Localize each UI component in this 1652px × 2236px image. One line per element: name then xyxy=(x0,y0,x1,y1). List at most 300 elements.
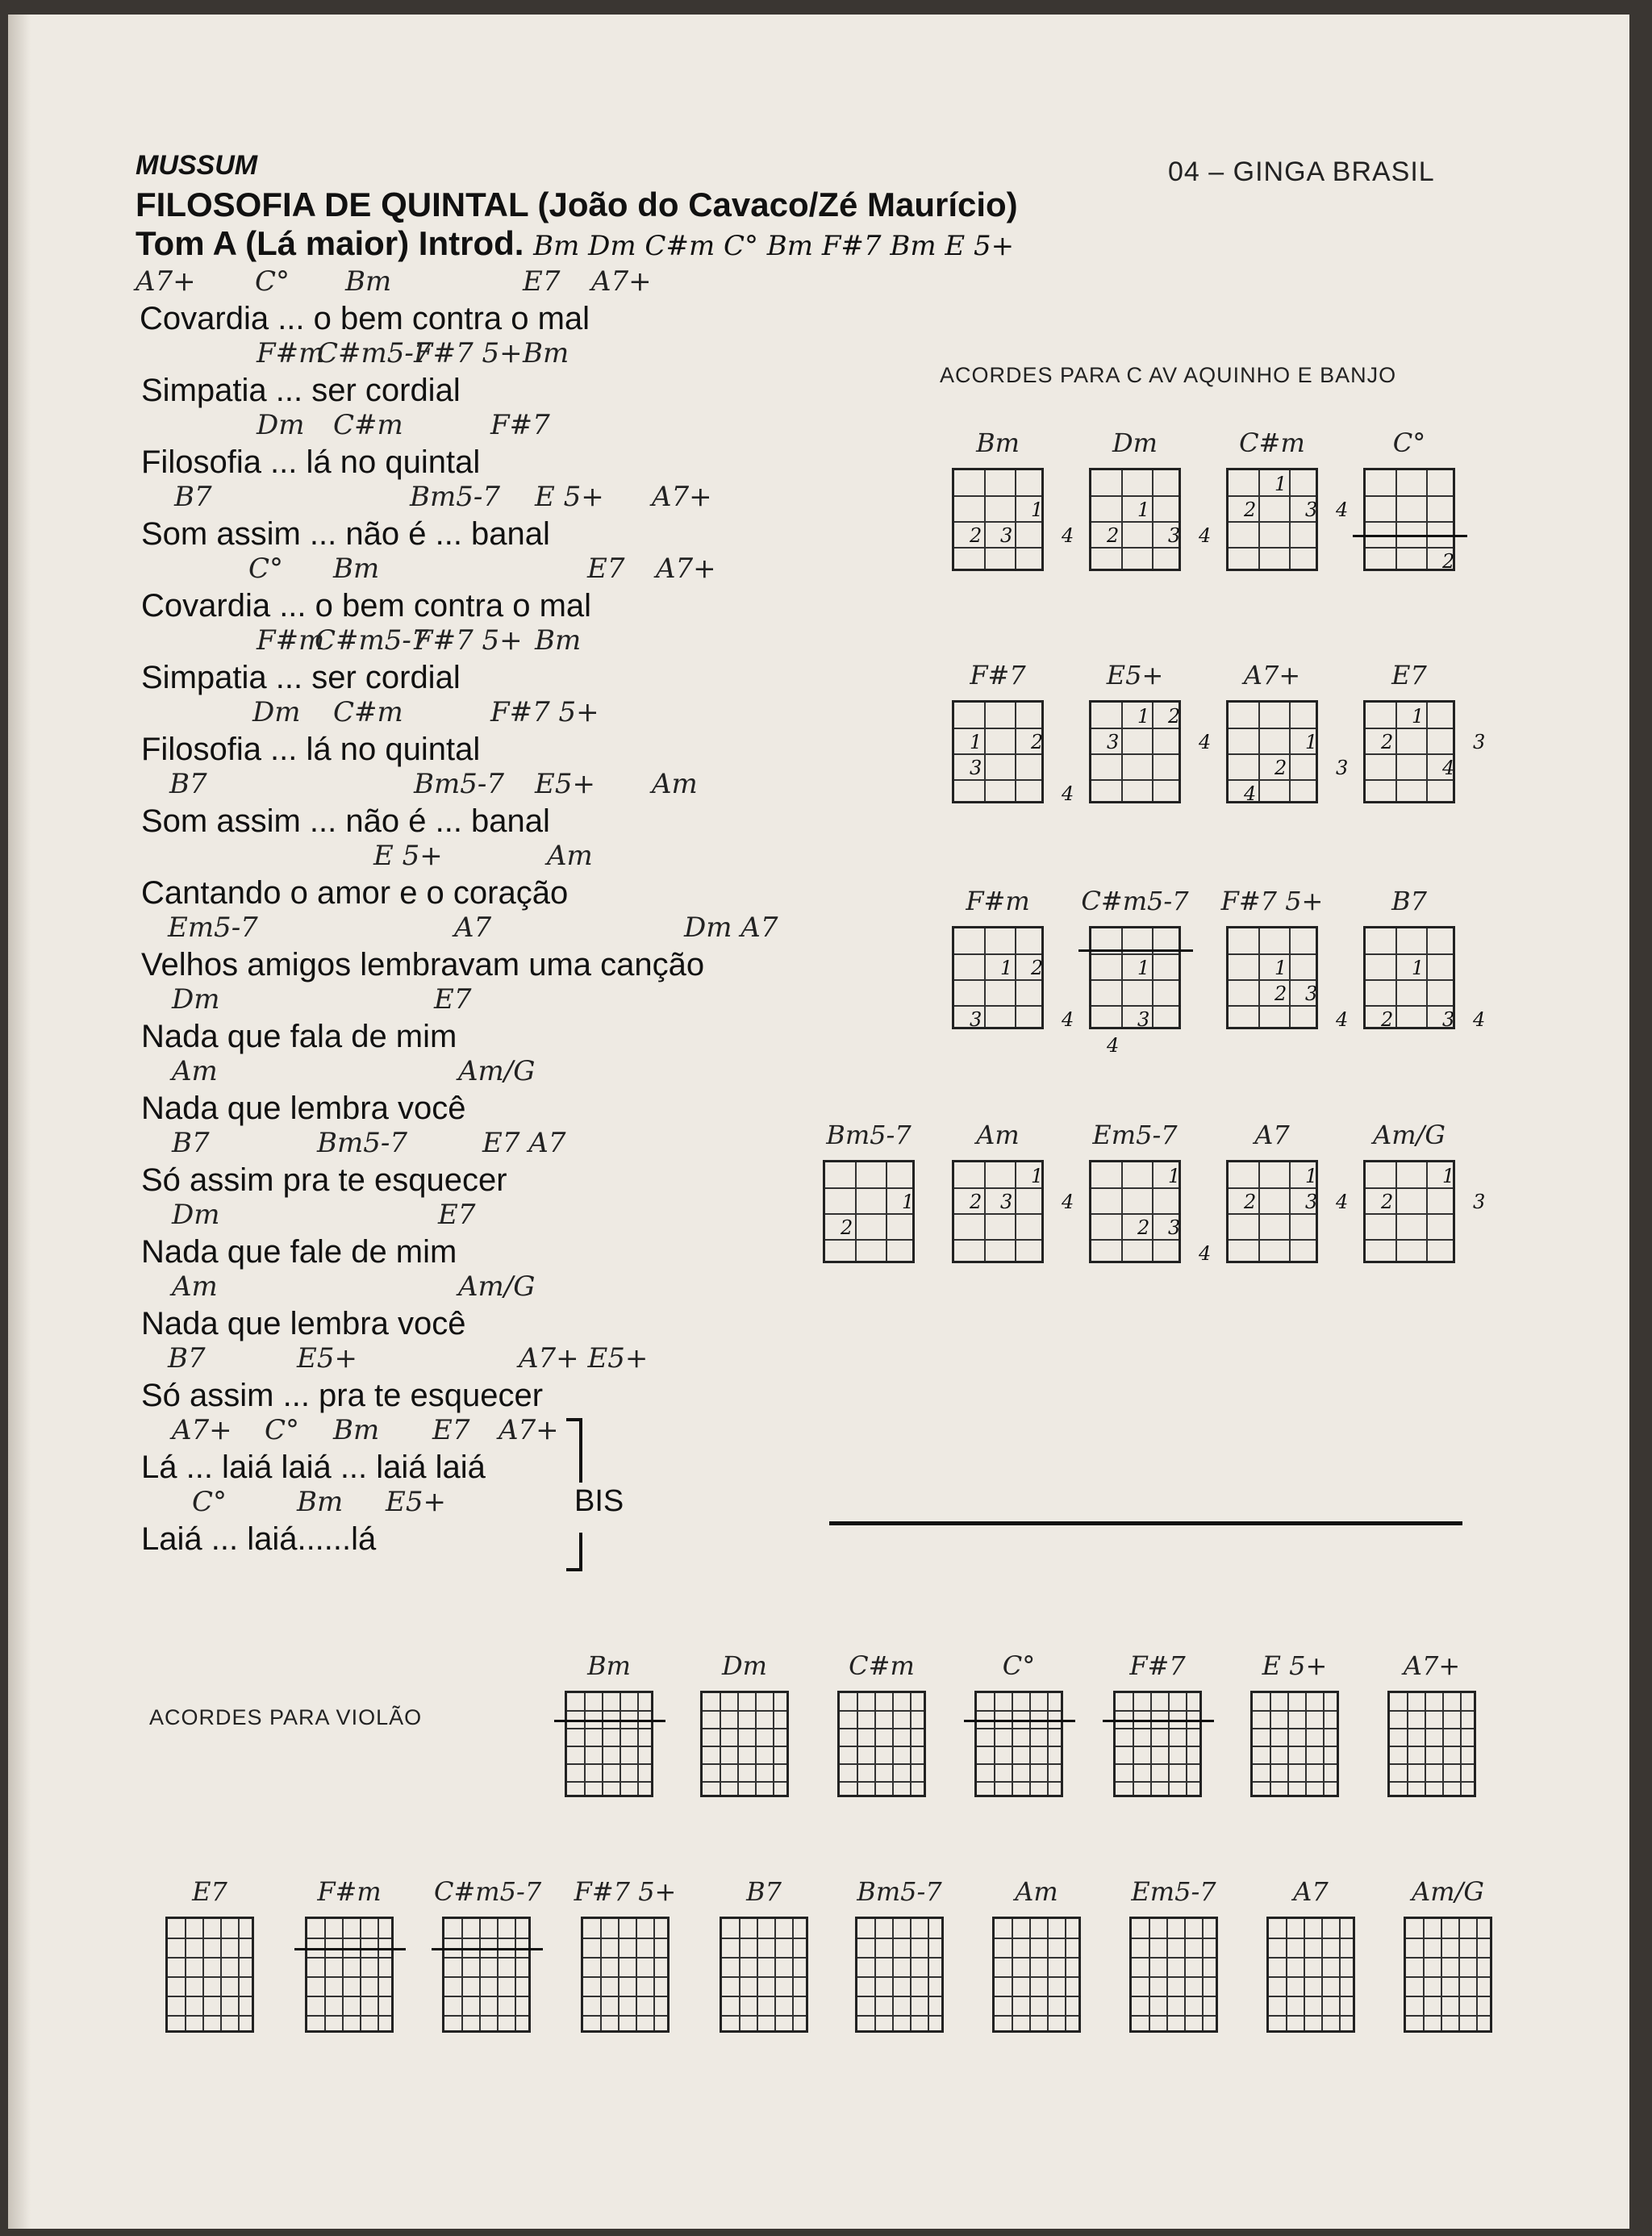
finger-number: 3 xyxy=(970,757,982,780)
chord-symbol: A7+ xyxy=(172,1414,232,1446)
chord-symbol: Am xyxy=(172,1055,218,1087)
chord-diagram xyxy=(1355,660,1486,811)
chord-diagram xyxy=(1105,1650,1210,1805)
finger-number: 4 xyxy=(1244,782,1257,806)
string-line xyxy=(1339,1919,1341,2030)
fret-line xyxy=(1406,1957,1490,1959)
fret-line xyxy=(307,1996,391,1997)
chord-diagram xyxy=(944,428,1074,579)
fret-line xyxy=(722,1957,806,1959)
chord-diagram xyxy=(557,1650,661,1805)
finger-number: 1 xyxy=(1412,705,1425,728)
fret-line xyxy=(1366,1005,1453,1007)
finger-number: 1 xyxy=(1137,499,1150,522)
chord-diagram-name: A7 xyxy=(1293,1876,1329,1907)
string-line xyxy=(1395,1162,1397,1261)
finger-number: 4 xyxy=(1336,499,1349,522)
finger-number: 1 xyxy=(1305,1165,1318,1188)
string-line xyxy=(910,1919,912,2030)
fret-line xyxy=(1406,1976,1490,1978)
fret-line xyxy=(857,1996,941,1997)
fret-line xyxy=(583,2015,667,2017)
finger-number: 1 xyxy=(1137,705,1150,728)
fret-line xyxy=(1091,521,1179,523)
chord-symbol: C#m5-7 xyxy=(317,337,432,369)
chord-diagram-name: Bm5-7 xyxy=(857,1876,942,1907)
fret-line xyxy=(1116,1746,1199,1747)
string-line xyxy=(1133,1693,1134,1795)
string-line xyxy=(461,1919,463,2030)
fret-line xyxy=(722,2015,806,2017)
chord-symbol: A7 xyxy=(454,912,492,944)
finger-number: 1 xyxy=(1274,473,1287,496)
chord-diagram-name: Am/G xyxy=(1373,1120,1446,1150)
fret-line xyxy=(583,1938,667,1939)
fret-line xyxy=(1132,1938,1216,1939)
string-line xyxy=(984,1162,986,1261)
fretboard-grid xyxy=(1089,468,1212,571)
chord-symbol: A7+ xyxy=(652,481,712,513)
fret-line xyxy=(1390,1746,1474,1747)
fret-line xyxy=(857,2015,941,2017)
finger-number: 3 xyxy=(1168,1216,1181,1240)
string-line xyxy=(1289,928,1291,1027)
fretboard-grid xyxy=(1250,1691,1339,1797)
fret-line xyxy=(168,1976,252,1978)
finger-number: 2 xyxy=(1381,1191,1394,1214)
fret-line xyxy=(444,1996,528,1997)
fretboard-grid xyxy=(442,1917,531,2033)
string-line xyxy=(1121,1162,1123,1261)
chord-symbol: F#m xyxy=(257,624,325,657)
chord-diagram-name: E 5+ xyxy=(1262,1650,1328,1681)
barre-line xyxy=(1353,535,1467,537)
fret-line xyxy=(825,1239,912,1241)
fret-line xyxy=(1091,1187,1179,1189)
fret-line xyxy=(1132,1976,1216,1978)
string-line xyxy=(1202,1919,1204,2030)
chord-diagram xyxy=(944,660,1074,811)
chord-diagram xyxy=(1355,886,1486,1037)
chord-symbol: E7 xyxy=(434,983,472,1016)
fret-line xyxy=(1269,1938,1353,1939)
fret-line xyxy=(567,1781,651,1783)
finger-number: 4 xyxy=(1442,757,1455,780)
chord-symbol: Bm xyxy=(345,265,392,298)
page-header: 04 – GINGA BRASIL xyxy=(1168,156,1435,187)
fret-line xyxy=(857,1976,941,1978)
finger-number: 1 xyxy=(1031,1165,1044,1188)
chord-diagram-name: F#m xyxy=(317,1876,382,1907)
fretboard-grid xyxy=(1089,1160,1212,1266)
string-line xyxy=(1426,1162,1428,1261)
fret-line xyxy=(583,1976,667,1978)
chord-symbol: Bm xyxy=(523,337,569,369)
chord-diagram xyxy=(1379,1650,1484,1805)
fret-line xyxy=(583,1957,667,1959)
fret-line xyxy=(1229,495,1316,497)
fretboard-grid xyxy=(1387,1691,1476,1797)
chord-symbol: C° xyxy=(255,265,290,298)
string-line xyxy=(1476,1919,1478,2030)
chord-diagram-name: Bm xyxy=(976,428,1020,458)
string-line xyxy=(1289,703,1291,801)
chord-symbol: E 5+ xyxy=(373,840,443,872)
chord-symbol: E7 A7 xyxy=(482,1127,566,1159)
string-line xyxy=(774,1919,776,2030)
string-line xyxy=(1121,470,1123,569)
chord-diagram-name: A7+ xyxy=(1243,660,1301,690)
fret-line xyxy=(722,1996,806,1997)
finger-number: 4 xyxy=(1062,1008,1074,1032)
fret-line xyxy=(1390,1728,1474,1729)
finger-number: 4 xyxy=(1062,782,1074,806)
chord-diagram-name: B7 xyxy=(1391,886,1427,916)
fret-line xyxy=(1253,1746,1337,1747)
barre-line xyxy=(1078,949,1193,952)
chord-diagram-name: Em5-7 xyxy=(1092,1120,1178,1150)
string-line xyxy=(773,1693,774,1795)
finger-number: 1 xyxy=(1000,957,1013,980)
fret-line xyxy=(1366,547,1453,549)
chord-symbol: E5+ xyxy=(297,1342,357,1375)
chord-diagram xyxy=(1081,660,1212,811)
song-title: FILOSOFIA DE QUINTAL (João do Cavaco/Zé Maurício) xyxy=(136,186,1018,223)
fretboard-grid xyxy=(1226,926,1349,1032)
finger-number: 2 xyxy=(1442,550,1455,574)
fret-line xyxy=(995,1957,1078,1959)
chord-symbol: Bm5-7 xyxy=(410,481,500,513)
string-line xyxy=(1168,1693,1170,1795)
chord-diagram xyxy=(847,1876,952,2041)
fret-line xyxy=(168,1957,252,1959)
fret-line xyxy=(703,1746,786,1747)
fret-line xyxy=(307,1976,391,1978)
fret-line xyxy=(954,547,1041,549)
string-line xyxy=(378,1919,379,2030)
fret-line xyxy=(840,1728,924,1729)
fret-line xyxy=(1366,1239,1453,1241)
chord-diagram xyxy=(1218,428,1349,579)
fret-line xyxy=(1253,1728,1337,1729)
finger-number: 2 xyxy=(970,1191,982,1214)
string-line xyxy=(1015,470,1016,569)
chord-diagram xyxy=(984,1876,1089,2041)
fret-line xyxy=(825,1187,912,1189)
fret-line xyxy=(444,2015,528,2017)
string-line xyxy=(1184,1919,1186,2030)
chord-diagram xyxy=(297,1876,402,2041)
fret-line xyxy=(857,1957,941,1959)
fret-line xyxy=(857,1938,941,1939)
lyric-line: Nada que lembra você xyxy=(141,1306,466,1341)
string-line xyxy=(1425,1693,1426,1795)
string-line xyxy=(1015,1162,1016,1261)
chord-diagram-name: Bm5-7 xyxy=(826,1120,912,1150)
string-line xyxy=(928,1919,929,2030)
fret-line xyxy=(1366,953,1453,955)
fretboard-grid xyxy=(952,926,1074,1032)
fretboard-grid xyxy=(974,1691,1063,1797)
fretboard-grid xyxy=(1129,1917,1218,2033)
chord-symbol: Dm A7 xyxy=(684,912,778,944)
finger-number: 3 xyxy=(1000,524,1013,548)
fret-line xyxy=(1406,1996,1490,1997)
chord-symbol: E5+ xyxy=(386,1486,446,1518)
finger-number: 4 xyxy=(1199,731,1212,754)
fret-line xyxy=(703,1781,786,1783)
finger-number: 2 xyxy=(1137,1216,1150,1240)
fret-line xyxy=(1229,547,1316,549)
chord-symbol: C#m xyxy=(333,696,403,728)
chord-symbol: E 5+ xyxy=(535,481,604,513)
fret-line xyxy=(1253,1710,1337,1712)
fret-line xyxy=(1091,779,1179,781)
chord-symbol: A7+ E5+ xyxy=(519,1342,649,1375)
chord-symbol: A7+ xyxy=(656,553,716,585)
fretboard-grid xyxy=(1226,700,1349,806)
fret-line xyxy=(840,1781,924,1783)
lyric-line: Covardia ... o bem contra o mal xyxy=(140,301,590,336)
string-line xyxy=(892,1919,894,2030)
chord-diagram-name: C#m5-7 xyxy=(434,1876,542,1907)
chord-diagram xyxy=(944,886,1074,1037)
chord-symbol: E7 xyxy=(438,1199,476,1231)
string-line xyxy=(1460,1693,1462,1795)
fret-line xyxy=(1366,728,1453,729)
finger-number: 4 xyxy=(1199,524,1212,548)
chord-diagram xyxy=(1355,428,1463,579)
fretboard-grid xyxy=(1404,1917,1492,2033)
lyric-line: Lá ... laiá laiá ... laiá laiá xyxy=(141,1450,486,1485)
fret-line xyxy=(977,1710,1061,1712)
string-line xyxy=(1407,1693,1408,1795)
string-line xyxy=(984,470,986,569)
lyric-line: Simpatia ... ser cordial xyxy=(141,373,461,408)
fretboard-grid xyxy=(1089,926,1181,1058)
fret-line xyxy=(1253,1763,1337,1765)
string-line xyxy=(1323,1693,1325,1795)
violao-section-title: ACORDES PARA VIOLÃO xyxy=(149,1705,423,1729)
chord-diagram-name: C° xyxy=(1002,1650,1036,1681)
fret-line xyxy=(954,495,1041,497)
chord-symbol: Dm xyxy=(257,409,305,441)
key-line xyxy=(136,224,1014,263)
finger-number: 2 xyxy=(841,1216,853,1240)
chord-diagram xyxy=(1242,1650,1347,1805)
chord-diagram-name: F#7 xyxy=(970,660,1026,690)
string-line xyxy=(855,1162,857,1261)
barre-line xyxy=(432,1948,543,1950)
finger-number: 2 xyxy=(970,524,982,548)
bis-bracket-lower xyxy=(579,1533,582,1571)
string-line xyxy=(584,1693,586,1795)
fret-line xyxy=(1116,1728,1199,1729)
string-line xyxy=(792,1919,794,2030)
string-line xyxy=(1287,1693,1289,1795)
string-line xyxy=(618,1919,620,2030)
chord-symbol: C° xyxy=(265,1414,300,1446)
string-line xyxy=(1258,470,1260,569)
fret-line xyxy=(1366,495,1453,497)
fret-line xyxy=(1269,1996,1353,1997)
chord-diagram xyxy=(1081,886,1189,1058)
fret-line xyxy=(722,1976,806,1978)
finger-number: 1 xyxy=(1442,1165,1455,1188)
bis-bracket-bottom xyxy=(566,1568,581,1571)
fret-line xyxy=(1091,1005,1179,1007)
bis-bracket xyxy=(579,1418,582,1483)
fret-line xyxy=(1366,753,1453,755)
chord-symbol: B7 xyxy=(168,1342,206,1375)
string-line xyxy=(984,703,986,801)
string-line xyxy=(1305,1693,1307,1795)
string-line xyxy=(653,1919,655,2030)
string-line xyxy=(342,1919,344,2030)
finger-number: 2 xyxy=(1381,731,1394,754)
fret-line xyxy=(1091,753,1179,755)
author-name: MUSSUM xyxy=(136,150,258,181)
fret-line xyxy=(1116,1781,1199,1783)
lyric-line: Laiá ... laiá......lá xyxy=(141,1521,377,1557)
fret-line xyxy=(1406,2015,1490,2017)
chord-symbol: Bm xyxy=(297,1486,344,1518)
chord-diagram xyxy=(1081,428,1212,579)
chord-diagram-name: Em5-7 xyxy=(1131,1876,1216,1907)
finger-number: 3 xyxy=(1137,1008,1150,1032)
barre-line xyxy=(294,1948,406,1950)
bis-label: BIS xyxy=(574,1484,624,1518)
fret-line xyxy=(1091,1239,1179,1241)
cavaquinho-section-title: ACORDES PARA C AV AQUINHO E BANJO xyxy=(940,363,1397,387)
finger-number: 4 xyxy=(1473,1008,1486,1032)
fretboard-grid xyxy=(952,1160,1074,1263)
fret-line xyxy=(703,1763,786,1765)
fret-line xyxy=(1366,1213,1453,1215)
fret-line xyxy=(1132,1957,1216,1959)
finger-number: 3 xyxy=(1168,524,1181,548)
fret-line xyxy=(954,1187,1041,1189)
string-line xyxy=(637,1693,639,1795)
lyric-line: Cantando o amor e o coração xyxy=(141,875,569,911)
fret-line xyxy=(1091,495,1179,497)
chord-diagram xyxy=(434,1876,542,2041)
fret-line xyxy=(567,1728,651,1729)
string-line xyxy=(1152,1162,1153,1261)
string-line xyxy=(1029,1919,1031,2030)
fret-line xyxy=(840,1710,924,1712)
fretboard-grid xyxy=(1363,1160,1486,1263)
chord-diagram-name: C#m5-7 xyxy=(1081,886,1189,916)
string-line xyxy=(874,1693,876,1795)
string-line xyxy=(1186,1693,1187,1795)
chord-symbol: A7+ xyxy=(499,1414,559,1446)
finger-number: 1 xyxy=(1031,499,1044,522)
string-line xyxy=(1047,1919,1049,2030)
finger-number: 3 xyxy=(1336,757,1349,780)
finger-number: 3 xyxy=(1473,731,1486,754)
fret-line xyxy=(168,1938,252,1939)
chord-diagram-name: E5+ xyxy=(1106,660,1164,690)
string-line xyxy=(1121,928,1123,1027)
string-line xyxy=(1442,1693,1444,1795)
fret-line xyxy=(1269,1957,1353,1959)
fret-line xyxy=(954,779,1041,781)
string-line xyxy=(1258,1162,1260,1261)
fret-line xyxy=(954,1239,1041,1241)
finger-number: 4 xyxy=(1062,524,1074,548)
fret-line xyxy=(995,1976,1078,1978)
fret-line xyxy=(1366,521,1453,523)
chord-symbol: F#7 5+ xyxy=(490,696,599,728)
fret-line xyxy=(444,1938,528,1939)
fret-line xyxy=(1132,2015,1216,2017)
string-line xyxy=(1304,1919,1305,2030)
fret-line xyxy=(1366,779,1453,781)
chord-diagram-name: B7 xyxy=(746,1876,782,1907)
string-line xyxy=(857,1693,858,1795)
finger-number: 2 xyxy=(1107,524,1120,548)
lyric-line: Filosofia ... lá no quintal xyxy=(141,732,481,767)
string-line xyxy=(1426,470,1428,569)
key-label: Tom A (Lá maior) Introd. xyxy=(136,224,524,262)
fret-line xyxy=(1091,1213,1179,1215)
finger-number: 4 xyxy=(1336,1191,1349,1214)
string-line xyxy=(1258,928,1260,1027)
fret-line xyxy=(1229,1005,1316,1007)
fret-line xyxy=(1116,1763,1199,1765)
chord-symbol: Am xyxy=(172,1270,218,1303)
chord-symbol: Am/G xyxy=(458,1270,536,1303)
chord-symbol: F#7 5+ xyxy=(414,624,523,657)
fretboard-grid xyxy=(565,1691,653,1797)
fretboard-grid xyxy=(305,1917,394,2033)
chord-diagram-name: E7 xyxy=(192,1876,227,1907)
chord-diagram-name: Am xyxy=(1015,1876,1058,1907)
fretboard-grid xyxy=(1113,1691,1202,1797)
finger-number: 3 xyxy=(1305,982,1318,1006)
string-line xyxy=(1047,1693,1049,1795)
finger-number: 1 xyxy=(1274,957,1287,980)
lyric-line: Filosofia ... lá no quintal xyxy=(141,444,481,480)
string-line xyxy=(874,1919,876,2030)
fret-line xyxy=(1366,1187,1453,1189)
fretboard-grid xyxy=(581,1917,670,2033)
string-line xyxy=(1015,928,1016,1027)
string-line xyxy=(220,1919,222,2030)
string-line xyxy=(1395,928,1397,1027)
fret-line xyxy=(1269,1976,1353,1978)
fret-line xyxy=(977,1746,1061,1747)
finger-number: 3 xyxy=(1473,1191,1486,1214)
string-line xyxy=(1152,470,1153,569)
chord-symbol: C#m5-7 xyxy=(315,624,429,657)
fret-line xyxy=(168,2015,252,2017)
finger-number: 1 xyxy=(970,731,982,754)
finger-number: 1 xyxy=(1137,957,1150,980)
intro-chords: Bm Dm C#m C° Bm F#7 Bm E 5+ xyxy=(533,230,1015,262)
string-line xyxy=(1395,703,1397,801)
fretboard-grid xyxy=(1266,1917,1355,2033)
lyric-line: Som assim ... não é ... banal xyxy=(141,516,550,552)
string-line xyxy=(1270,1693,1271,1795)
chord-diagram xyxy=(573,1876,678,2041)
fret-line xyxy=(567,1710,651,1712)
string-line xyxy=(1395,470,1397,569)
fret-line xyxy=(307,2015,391,2017)
string-line xyxy=(1426,928,1428,1027)
chord-symbol: Am xyxy=(547,840,593,872)
